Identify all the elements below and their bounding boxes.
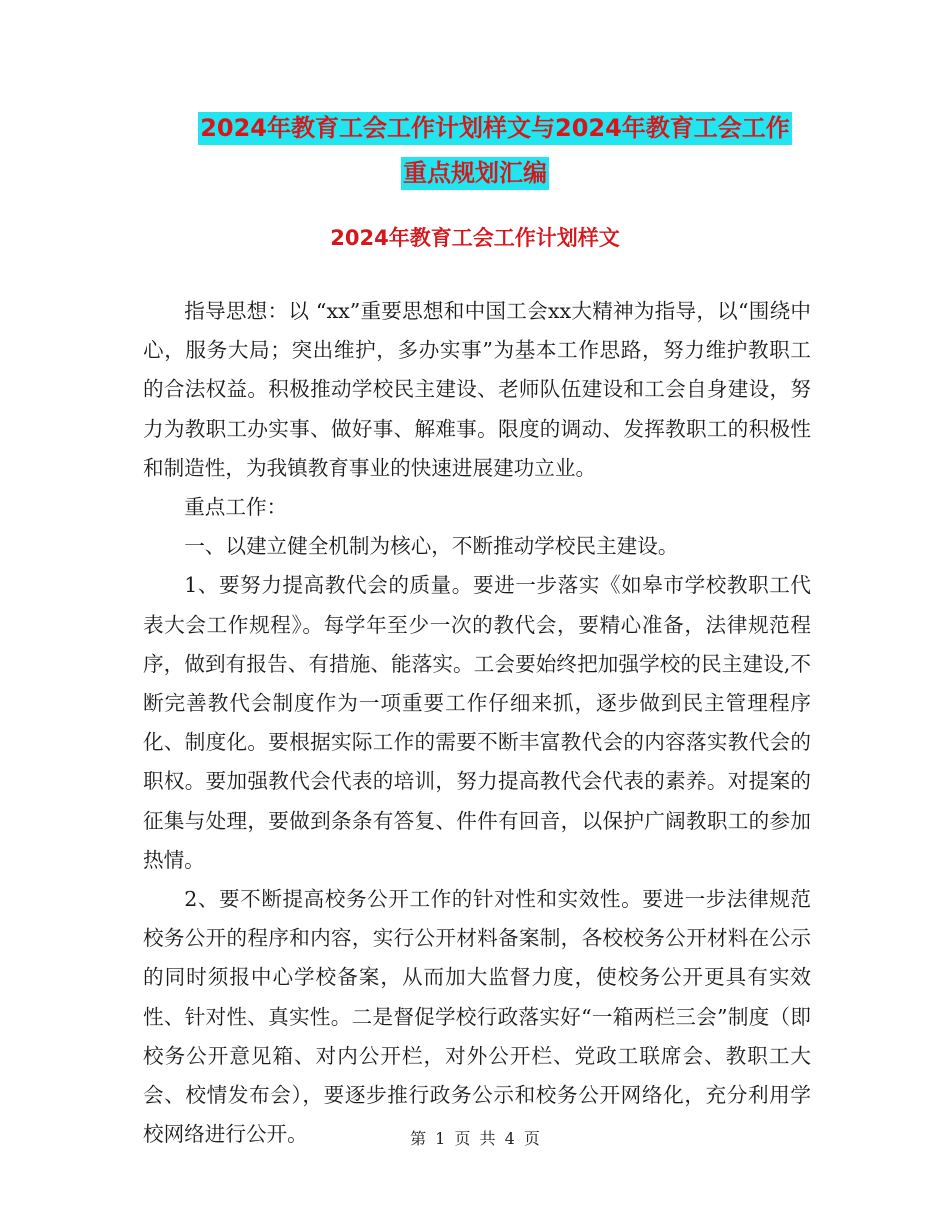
paragraph-item-2: 2、要不断提高校务公开工作的针对性和实效性。要进一步法律规范校务公开的程序和内容，实行公开材料备案制，各校校务公开材料在公示的同时须报中心学校备案，从而加大监督力度，使校务公开更具有实效性、针对性、真实性。二是督促学校行政落实好“一箱两栏三会”制度（即校务公开意见箱、对内公开栏，对外公开栏、党政工联席会、教职工大会、校情发布会），要逐步推行政务公示和校务公开网络化，充分利用学校网络进行公开。 xyxy=(143,887,811,1147)
paragraph-item-1: 1、要努力提高教代会的质量。要进一步落实《如皋市学校教职工代表大会工作规程》。每学年至少一次的教代会，要精心准备，法律规范程序，做到有报告、有措施、能落实。工会要始终把加强学校的民主建设,不断完善教代会制度作为一项重要工作仔细来抓，逐步做到民主管理程序化、制度化。要根据实际工作的需要不断丰富教代会的内容落实教代会的职权。要加强教代会代表的培训，努力提高教代会代表的素养。对提案的征集与处理，要做到条条有答复、件件有回音，以保护广阔教职工的参加热情。 xyxy=(143,573,811,872)
section-title: 2024年教育工会工作计划样文 xyxy=(330,226,620,250)
page-footer: 第 1 页 共 4 页 xyxy=(410,1129,540,1148)
title-line-2: 重点规划汇编 xyxy=(401,157,549,190)
paragraph-key-work: 重点工作： xyxy=(184,495,288,520)
title-line-1: 2024年教育工会工作计划样文与2024年教育工会工作 xyxy=(198,112,792,145)
paragraph-guiding-idea: 指导思想：以 “xx”重要思想和中国工会xx大精神为指导，以“围绕中心，服务大局；突出维护，多办实事”为基本工作思路，努力维护教职工的合法权益。积极推动学校民主建设、老师队伍建设和工会自身建设，努力为教职工办实事、做好事、解难事。限度的调动、发挥教职工的积极性和制造性，为我镇教育事业的快速进展建功立业。 xyxy=(143,299,811,480)
body-text xyxy=(143,292,811,1154)
paragraph-section-one: 一、以建立健全机制为核心，不断推动学校民主建设。 xyxy=(184,534,679,559)
document-title xyxy=(0,112,950,190)
